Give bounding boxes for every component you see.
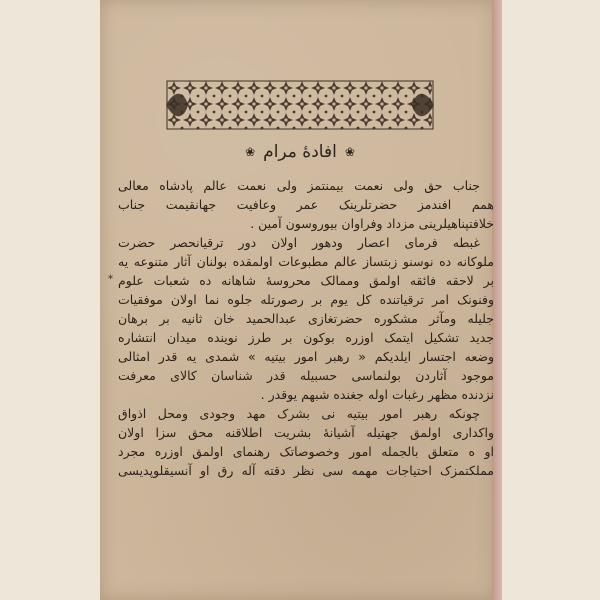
text-line: بر لاحقه فائقه اولمق وممالک محروسۀ شاهانه ده شعبات علوم (118, 273, 494, 288)
text-line: ملوکانه ده نوسنو زبتساز عالم مطبوعات اولمقده بولنان آثار متنوعه یه (118, 254, 494, 269)
heading-title: افادۀ مرام (263, 142, 337, 162)
decorative-ornament-band (166, 80, 434, 130)
text-line: غبطه فرمای اعصار ودهور اولان دور ترقیانحصر حضرت (118, 235, 480, 250)
text-line: مملکتمزک احتیاجات مهمه سی نظر دقته آله رق او آنسیقلوپدیسی (118, 463, 494, 478)
text-line: خلافتپناهیلرینی مزداد وفراوان بیوروسون آمین . (250, 216, 494, 231)
text-line: جدید تشکیل ایتمک اوزره بوکون بر طرز نوینده میدان انتشاره (118, 330, 494, 345)
margin-mark: * (108, 274, 113, 285)
text-line: موجود آثاردن بولنماسی حسبیله قدر شناسان کالای معرفت (118, 368, 494, 383)
ornament-glyph-right: ❀ (344, 145, 355, 159)
page-heading (0, 142, 600, 162)
ornament-glyph-left: ❀ (245, 145, 256, 159)
text-line: او ه متعلق بالجمله امور وخصوصاتک رهنمای اولمق اوزره مجرد (118, 444, 494, 459)
text-line: نزدنده مظهر رغبات اوله جغنده شبهم یوقدر . (260, 387, 494, 402)
text-line: واکداری اولمق جهتیله آشیانۀ بشریت اطلاقنه محق سزا اولان (118, 425, 494, 440)
text-line: چونکه رهبر امور بیتیه نی بشرک مهد وجودی ومحل اذواق (118, 406, 480, 421)
text-line: وضعه اجتسار ایلدیکم « رهبر امور بیتیه » شمدی یه قدر امثالی (118, 349, 494, 364)
text-line: همم افندمز حضرتلرینک عمر وعافیت جهانقیمت جناب (118, 197, 494, 212)
body-text (118, 176, 494, 480)
text-line: وفنونک امر ترقیاتنده کل یوم بر رصورتله جلوه نما اولان موفقیات (118, 292, 494, 307)
text-line: جناب حق ولی نعمت بیمنتمز ولی نعمت عالم پادشاه معالی (118, 178, 480, 193)
text-line: جلیله ومآثر مشکوره حضرتغازی عبدالحمید خان ثانیه بر برهان (118, 311, 494, 326)
